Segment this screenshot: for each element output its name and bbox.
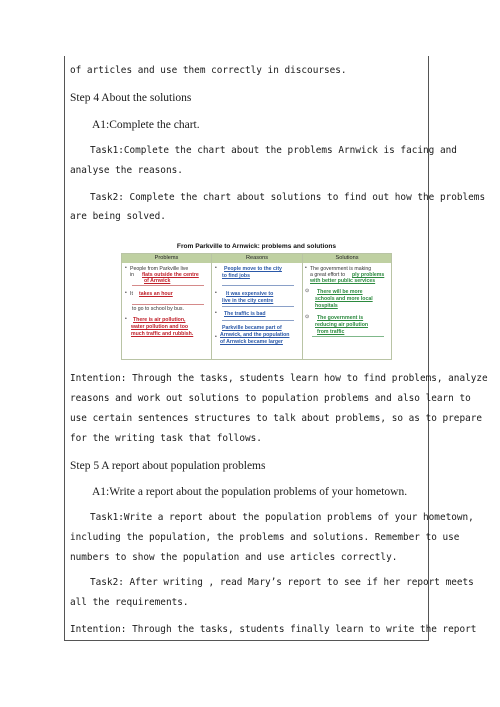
solution-text: The government is making [310, 266, 372, 272]
problem-text: It [130, 291, 133, 297]
problem-answer: of Arnwick [144, 278, 171, 284]
bullet-icon: • [215, 290, 217, 296]
bullet-icon: • [125, 265, 127, 271]
answer-underline [312, 336, 384, 337]
solution-answer: schools and more local [315, 296, 373, 302]
problem-text: People from Parkville live [130, 266, 189, 272]
column-divider [211, 254, 212, 359]
problem-answer: flats outside the centre [142, 272, 199, 278]
text-line: Task2: After writing , read Mary’s report to see if her report meets [90, 577, 474, 588]
text-line: Intention: Through the tasks, students finally learn to write the report [70, 624, 477, 635]
text-line: Task2: Complete the chart about solutions to find out how the problems [90, 192, 486, 203]
problem-answer: takes an hour [139, 291, 173, 297]
chart-title: From Parkville to Arnwick: problems and solutions [176, 243, 337, 250]
activity-heading: A1:Write a report about the population problems of your hometown. [92, 486, 408, 498]
column-divider [302, 254, 303, 359]
answer-underline [132, 304, 204, 305]
solution-answer: reducing air pollution [315, 322, 369, 328]
text-line: all the requirements. [70, 597, 189, 608]
text-line: Task1:Complete the chart about the problems Arnwick is facing and [90, 145, 457, 156]
bullet-icon: • [215, 310, 217, 316]
bullet-icon: • [215, 334, 217, 340]
header-solutions: Solutions [303, 254, 391, 263]
solution-answer: The government is [317, 315, 364, 321]
reason-answer: Parkville became part of [222, 325, 282, 331]
bullet-icon: • [305, 265, 307, 271]
solution-answer: hospitals [315, 303, 338, 309]
answer-underline [222, 285, 294, 286]
reason-answer: live in the city centre [222, 298, 274, 304]
problem-answer: There is air pollution, [133, 317, 186, 323]
text-line: numbers to show the population and use articles correctly. [70, 552, 398, 563]
header-reasons: Reasons [212, 254, 302, 263]
header-problems: Problems [122, 254, 211, 263]
solution-answer: There will be more [317, 289, 363, 295]
checkbox-icon: ⊙ [305, 314, 310, 320]
text-line: Task1:Write a report about the population problems of your hometown, [90, 512, 474, 523]
reason-answer: It was expensive to [226, 291, 274, 297]
reason-answer: of Arnwick became larger [220, 339, 283, 345]
solution-text: a great effort to [310, 272, 346, 278]
reason-answer: The traffic is bad [224, 311, 266, 317]
step-heading: Step 4 About the solutions [70, 92, 192, 104]
text-line: reasons and work out solutions to population problems and also learn to [70, 393, 471, 404]
text-line: for the writing task that follows. [70, 433, 262, 444]
text-line: analyse the reasons. [70, 165, 183, 176]
text-line: including the population, the problems and solutions. Remember to use [70, 532, 460, 543]
solution-answer: ply problems [352, 272, 385, 278]
reason-answer: Arnwick, and the population [220, 332, 290, 338]
bullet-icon: • [125, 290, 127, 296]
answer-underline [222, 320, 294, 321]
problem-text: in [130, 272, 135, 278]
step-heading: Step 5 A report about population problems [70, 460, 266, 472]
reason-answer: to find jobs [222, 273, 250, 279]
checkbox-icon: ⊙ [305, 288, 310, 294]
text-line: use certain sentences structures to talk about problems, so as to prepare [70, 413, 483, 424]
activity-heading: A1:Complete the chart. [92, 119, 200, 131]
bullet-icon: • [125, 316, 127, 322]
problems-solutions-chart [121, 243, 392, 361]
bullet-icon: • [215, 265, 217, 271]
problem-answer: water pollution and too [131, 324, 189, 330]
chart-table [121, 253, 392, 360]
solution-answer: from traffic [317, 329, 345, 335]
problem-answer: much traffic and rubbish. [131, 331, 194, 337]
text-line: of articles and use them correctly in discourses. [70, 65, 347, 76]
answer-underline [222, 306, 294, 307]
text-line: Intention: Through the tasks, students learn how to find problems, analyze [70, 373, 488, 384]
reason-answer: People move to the city [224, 266, 282, 272]
problem-text: to go to school by bus. [132, 306, 184, 312]
solution-answer: with better public services [310, 278, 376, 284]
text-line: are being solved. [70, 211, 166, 222]
answer-underline [132, 285, 204, 286]
